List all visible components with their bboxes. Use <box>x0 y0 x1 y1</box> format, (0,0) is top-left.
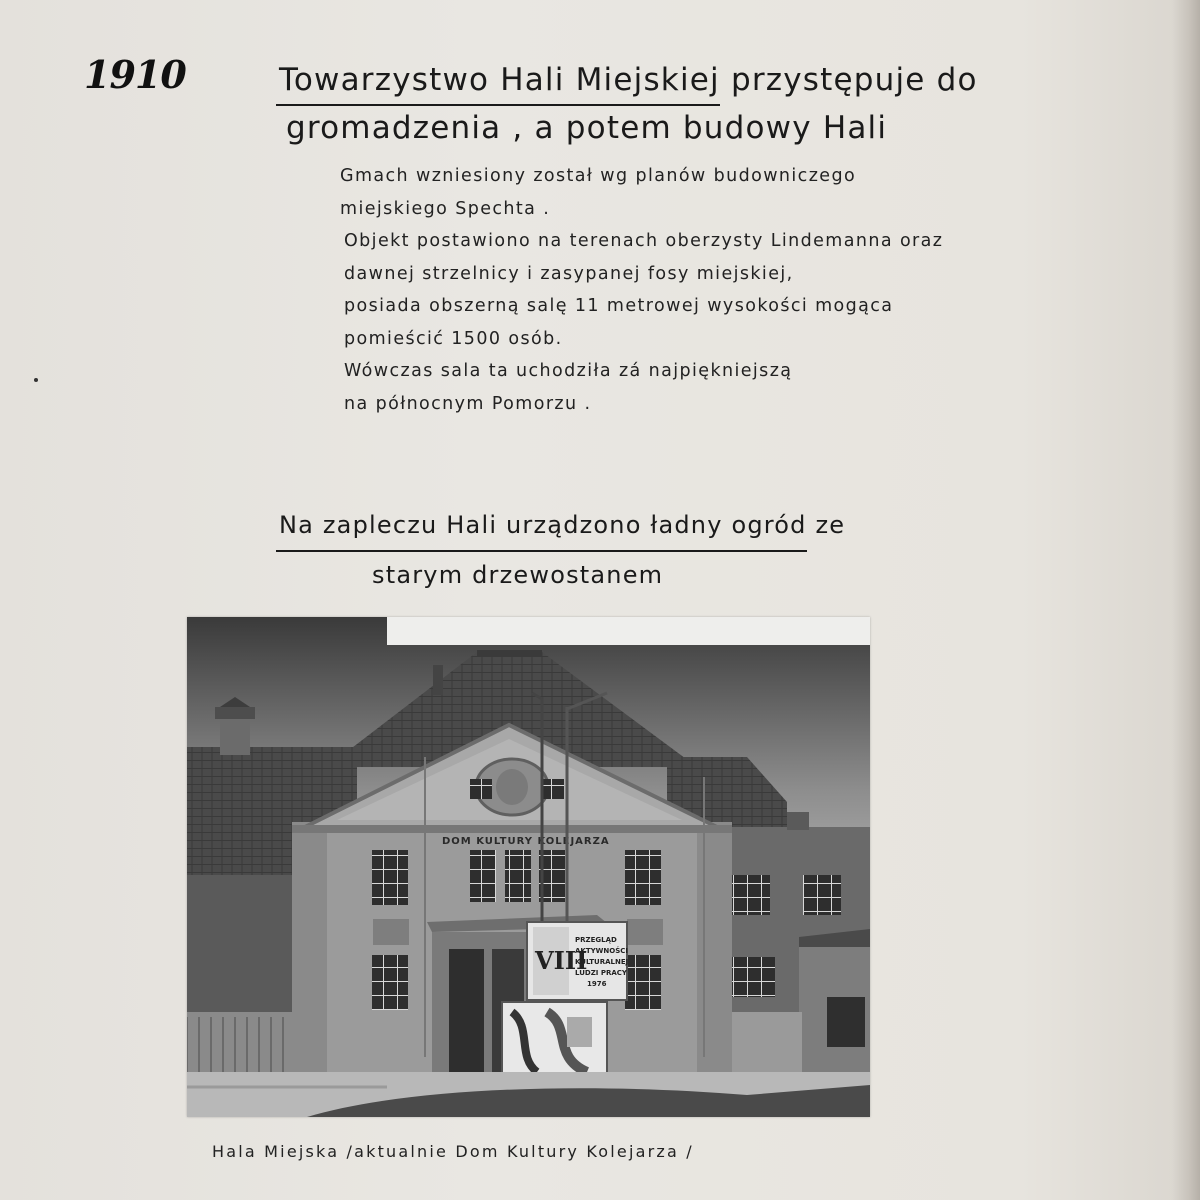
page-edge-shadow <box>1172 0 1200 1200</box>
body-line: na północnym Pomorzu . <box>344 393 592 414</box>
subheading-rest: ze <box>815 511 846 539</box>
subheading-underlined: Na zapleczu Hali urządzono ładny ogród <box>276 502 807 552</box>
poster-line: PRZEGLĄD <box>575 936 617 944</box>
body-line: Wówczas sala ta uchodziła zá najpiękniejszą <box>344 361 793 381</box>
photo-caption: Hala Miejska /aktualnie Dom Kultury Kolejarza / <box>212 1142 694 1161</box>
ink-dot <box>34 378 38 382</box>
headline-underlined: Towarzystwo Hali Miejskiej <box>276 58 720 106</box>
body-line: miejskiego Spechta . <box>340 198 551 219</box>
body-line: posiada obszerną salę 11 metrowej wysokości mogąca <box>344 296 894 316</box>
poster-line: AKTYWNOŚCI <box>575 947 628 955</box>
body-line: Gmach wzniesiony został wg planów budowniczego <box>340 166 857 186</box>
body-line: pomieścić 1500 osób. <box>344 328 563 349</box>
subheading <box>279 502 846 598</box>
poster-numeral: VIII <box>535 946 588 975</box>
building-photo <box>187 617 870 1117</box>
photo-illustration <box>187 617 870 1117</box>
body-line: dawnej strzelnicy i zasypanej fosy miejskiej, <box>344 263 794 284</box>
body-text <box>340 160 943 420</box>
poster-line: LUDZI PRACY <box>575 969 627 977</box>
year-heading: 1910 <box>84 52 186 97</box>
poster-line: 1976 <box>587 980 607 988</box>
poster-line: KULTURALNEJ <box>575 958 629 966</box>
body-line: Objekt postawiono na terenach oberzysty Lindemanna oraz <box>344 231 944 251</box>
building-sign: DOM KULTURY KOLEJARZA <box>442 836 610 847</box>
page-headline <box>279 58 978 150</box>
subheading-line2: starym drzewostanem <box>372 561 664 589</box>
headline-rest: przystępuje do <box>730 62 978 98</box>
headline-line2: gromadzenia , a potem budowy Hali <box>286 110 888 146</box>
